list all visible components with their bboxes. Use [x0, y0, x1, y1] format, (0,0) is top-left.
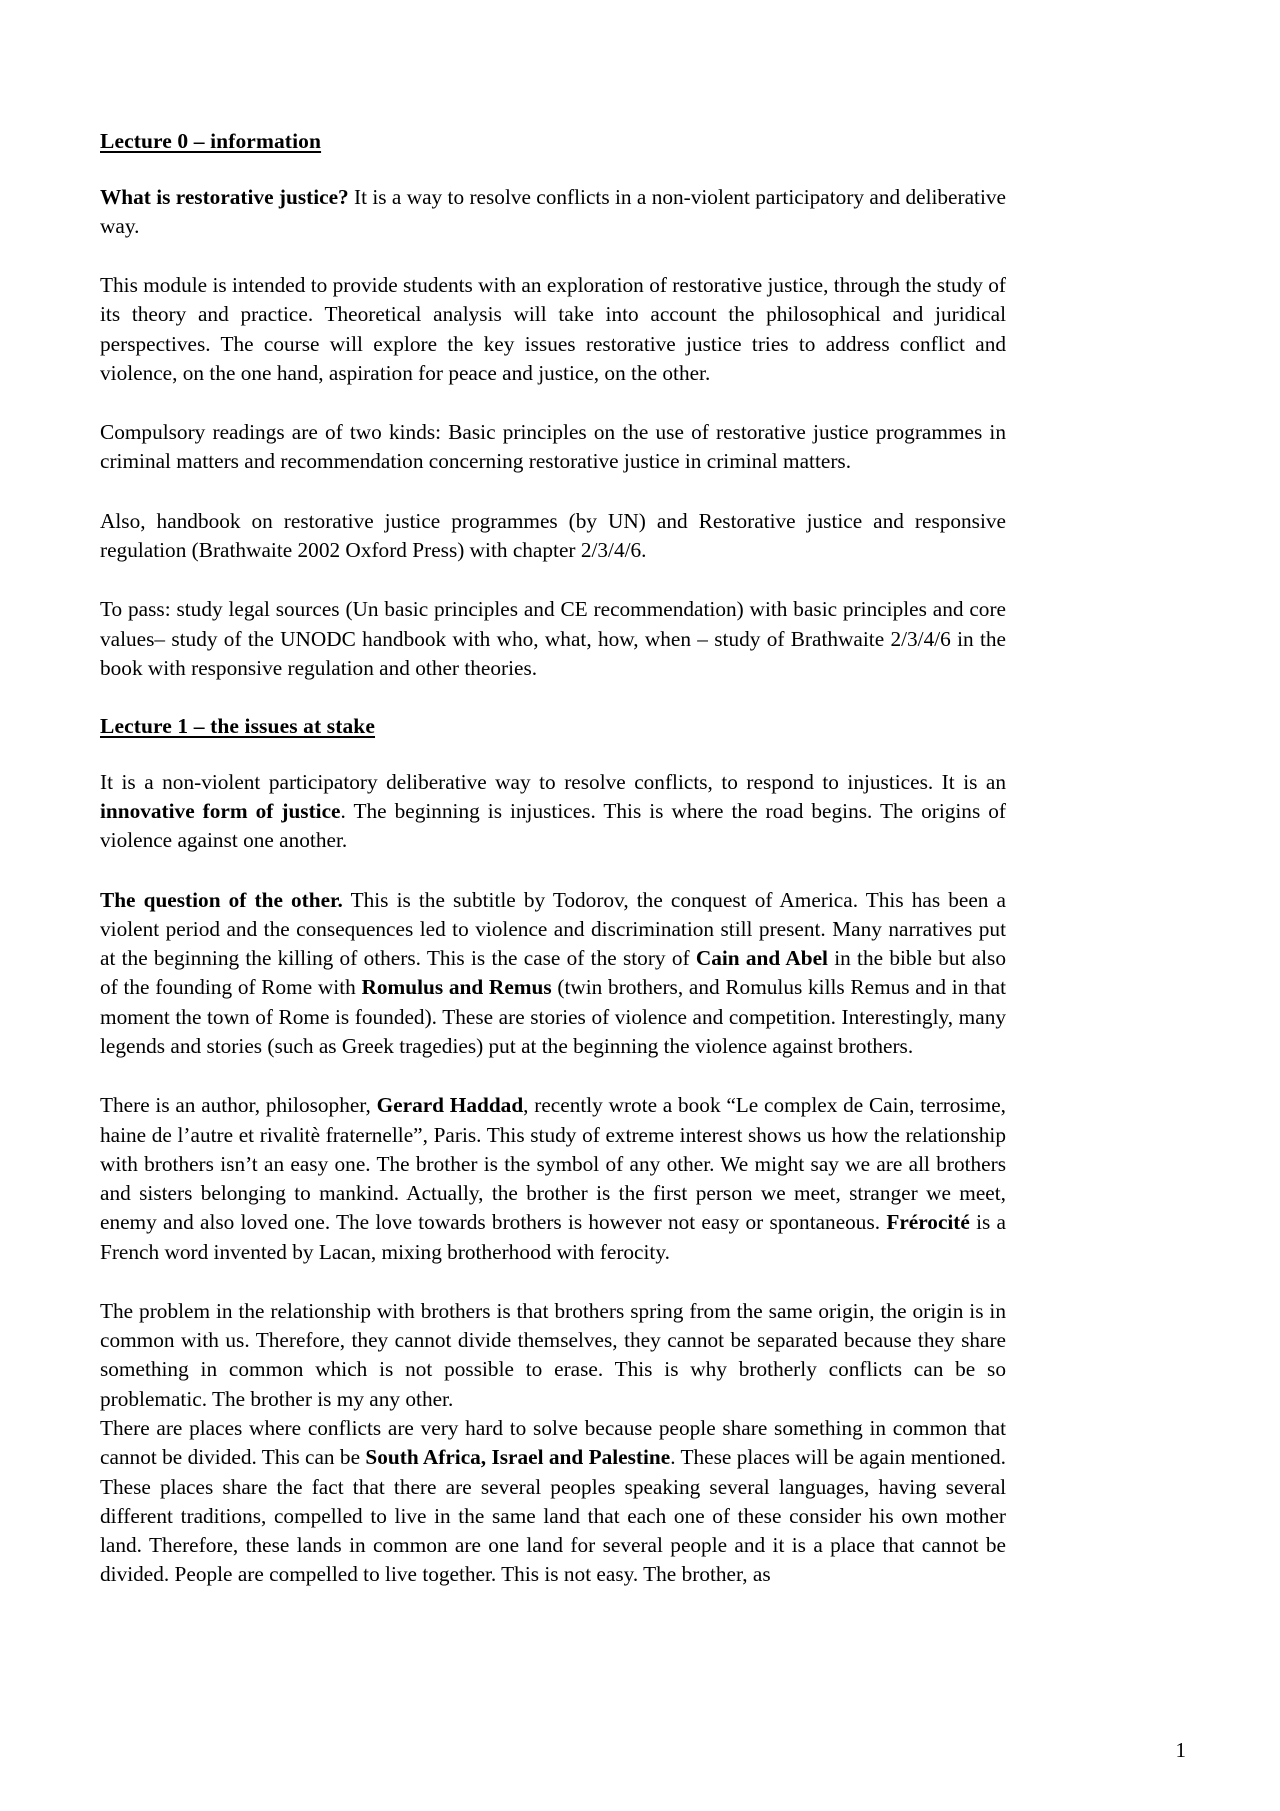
text-run: It is a non-violent participatory deliberative way to resolve conflicts, to respond to injustices. It is an	[100, 769, 1006, 794]
block-spacer	[100, 1061, 1006, 1091]
para-problem-brothers	[100, 1297, 1006, 1414]
heading-text: Lecture 0 – information	[100, 129, 322, 153]
text-run: The problem in the relationship with brothers is that brothers spring from the same origin, the origin is in common with us. Therefore, they cannot divide themselves, they cannot be separated because they share something in common which is not possible to erase. This is why brotherly conflicts can be so problematic. The brother is my any other.	[100, 1298, 1006, 1411]
para-question-of-other	[100, 886, 1006, 1062]
para-handbook	[100, 507, 1006, 566]
para-non-violent-way	[100, 768, 1006, 856]
para-places-conflicts	[100, 1414, 1006, 1590]
text-run: (twin brothers, and Romulus kills Remus and in that moment the town of Rome is founded). These are stories of violence and competition. Interestingly, many legends and stories (such as Greek tragedies) put at the beginning the violence against brothers.	[100, 975, 1006, 1058]
block-spacer	[100, 1267, 1006, 1297]
block-spacer	[100, 477, 1006, 507]
document-body	[100, 128, 1006, 1590]
emphasis-run: The question of the other.	[100, 887, 343, 912]
para-compulsory-readings	[100, 418, 1006, 477]
text-run: There are places where conflicts are very hard to solve because people share something in common that cannot be divided. This can be	[100, 1416, 1006, 1470]
emphasis-run: What is restorative justice?	[100, 184, 349, 209]
emphasis-run: Gerard Haddad	[376, 1093, 524, 1118]
text-run: is a French word invented by Lacan, mixing brotherhood with ferocity.	[100, 1210, 1006, 1264]
text-run: . These places will be again mentioned. These places share the fact that there are several peoples speaking several languages, having several different traditions, compelled to live in the same land that each one of these consider his own mother land. Therefore, these lands in common are one land for several people and it is a place that cannot be divided. People are compelled to live together. This is not easy. The brother, as	[100, 1445, 1006, 1587]
text-run: There is an author, philosopher,	[100, 1093, 377, 1118]
text-run: , recently wrote a book “Le complex de Cain, terrosime, haine de l’autre et rivalitè fraternelle”, Paris. This study of extreme interest shows us how the relationship with brothers isn’t an easy one. The brother is the symbol of any other. We might say we are all brothers and sisters belonging to mankind. Actually, the brother is the first person we meet, stranger we meet, enemy and also loved one. The love towards brothers is however not easy or spontaneous.	[100, 1093, 1006, 1235]
para-to-pass	[100, 595, 1006, 683]
text-run: This is the subtitle by Todorov, the conquest of America. This has been a violent period and the consequences led to violence and discrimination still present. Many narratives put at the beginning the killing of others. This is the case of the story of	[100, 887, 1006, 971]
block-spacer	[100, 856, 1006, 886]
heading-text: Lecture 1 – the issues at stake	[100, 714, 376, 739]
emphasis-run: Romulus and Remus	[361, 975, 552, 1000]
emphasis-run: South Africa, Israel and Palestine	[365, 1445, 671, 1470]
emphasis-run: Cain and Abel	[695, 946, 828, 971]
para-module-intent	[100, 271, 1006, 388]
emphasis-run: innovative form of justice	[100, 798, 341, 823]
block-spacer	[100, 156, 1006, 183]
para-what-is-rj	[100, 183, 1006, 242]
text-run: in the bible but also of the founding of Rome with	[100, 946, 1006, 1000]
block-spacer	[100, 683, 1006, 713]
emphasis-run: Frérocité	[886, 1210, 970, 1235]
text-run: Also, handbook on restorative justice programmes (by UN) and Restorative justice and responsive regulation (Brathwaite 2002 Oxford Press) with chapter 2/3/4/6.	[100, 508, 1006, 563]
block-spacer	[100, 565, 1006, 595]
block-spacer	[100, 388, 1006, 418]
heading-lecture-0	[100, 128, 1006, 156]
para-gerard-haddad	[100, 1091, 1006, 1267]
block-spacer	[100, 741, 1006, 768]
text-run: This module is intended to provide students with an exploration of restorative justice, through the study of its theory and practice. Theoretical analysis will take into account the philosophical and juridical perspectives. The course will explore the key issues restorative justice tries to address conflict and violence, on the one hand, aspiration for peace and justice, on the other.	[100, 273, 1006, 385]
text-run: It is a way to resolve conflicts in a non-violent participatory and deliberative way.	[100, 184, 1006, 238]
heading-lecture-1	[100, 713, 1006, 741]
text-run: To pass: study legal sources (Un basic principles and CE recommendation) with basic principles and core values– study of the UNODC handbook with who, what, how, when – study of Brathwaite 2/3/4/6 in the book with responsive regulation and other theories.	[100, 597, 1006, 680]
block-spacer	[100, 241, 1006, 271]
text-run: Compulsory readings are of two kinds: Basic principles on the use of restorative justice programmes in criminal matters and recommendation concerning restorative justice in criminal matters.	[100, 420, 1006, 474]
page-number: 1	[1175, 1738, 1186, 1762]
text-run: . The beginning is injustices. This is where the road begins. The origins of violence against one another.	[100, 798, 1006, 853]
